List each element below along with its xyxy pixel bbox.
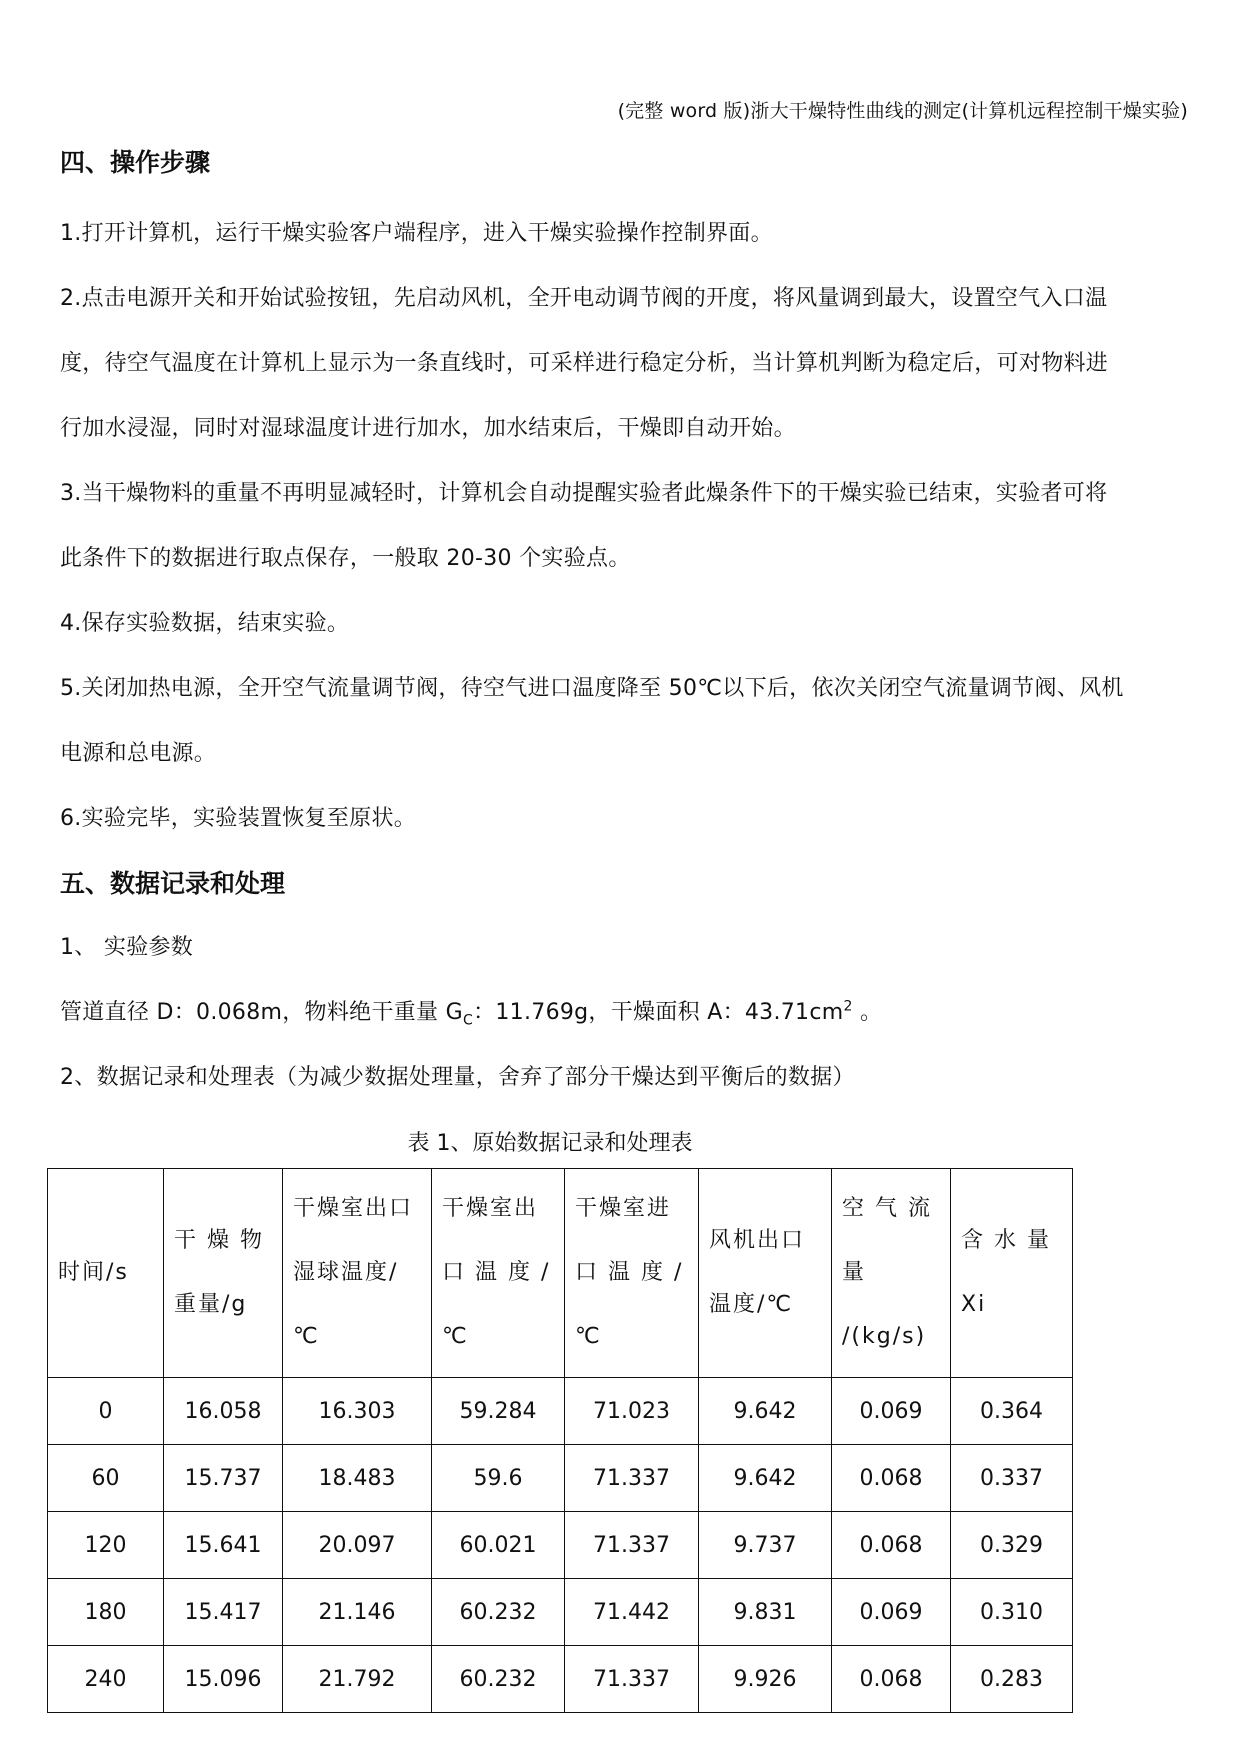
cell: 20.097 bbox=[283, 1512, 432, 1579]
header-wet-bulb: 干燥室出口 湿球温度/ ℃ bbox=[283, 1169, 432, 1378]
params-subscript: C bbox=[463, 1012, 474, 1029]
paragraph-line: 1.打开计算机，运行干燥实验客户端程序，进入干燥实验操作控制界面。 bbox=[60, 221, 773, 246]
cell: 21.792 bbox=[283, 1646, 432, 1713]
params-text-2: ：11.769g，干燥面积 A：43.71cm bbox=[473, 1000, 844, 1025]
cell: 0.364 bbox=[951, 1378, 1073, 1445]
cell: 21.146 bbox=[283, 1579, 432, 1646]
params-text-3: 。 bbox=[852, 1000, 883, 1025]
paragraph-line: 5.关闭加热电源，全开空气流量调节阀，待空气进口温度降至 50℃以下后，依次关闭空气流量调节阀、风机 bbox=[60, 676, 1124, 701]
cell: 0.068 bbox=[832, 1445, 951, 1512]
params-superscript: 2 bbox=[843, 998, 853, 1015]
cell: 9.642 bbox=[699, 1445, 832, 1512]
cell: 71.337 bbox=[565, 1646, 699, 1713]
data-table bbox=[47, 1168, 1073, 1713]
paragraph-line: 2.点击电源开关和开始试验按钮，先启动风机，全开电动调节阀的开度，将风量调到最大，设置空气入口温 bbox=[60, 286, 1108, 311]
table-row bbox=[48, 1646, 1073, 1713]
cell: 240 bbox=[48, 1646, 164, 1713]
cell: 9.642 bbox=[699, 1378, 832, 1445]
header-fan-temp: 风机出口 温度/℃ bbox=[699, 1169, 832, 1378]
header-time: 时间/s bbox=[48, 1169, 164, 1378]
running-header: (完整 word 版)浙大干燥特性曲线的测定(计算机远程控制干燥实验) bbox=[617, 100, 1188, 122]
cell: 71.442 bbox=[565, 1579, 699, 1646]
header-air-flow: 空 气 流 量 /(kg/s) bbox=[832, 1169, 951, 1378]
cell: 0.283 bbox=[951, 1646, 1073, 1713]
paragraph-line: 度，待空气温度在计算机上显示为一条直线时，可采样进行稳定分析，当计算机判断为稳定后，可对物料进 bbox=[60, 351, 1109, 376]
table-caption: 表 1、原始数据记录和处理表 bbox=[407, 1131, 693, 1156]
table-row bbox=[48, 1378, 1073, 1445]
cell: 71.337 bbox=[565, 1445, 699, 1512]
cell: 15.641 bbox=[164, 1512, 283, 1579]
cell: 0.069 bbox=[832, 1378, 951, 1445]
cell: 0.068 bbox=[832, 1646, 951, 1713]
params-text-1: 管道直径 D：0.068m，物料绝干重量 G bbox=[60, 1000, 463, 1025]
paragraph-line: 4.保存实验数据，结束实验。 bbox=[60, 611, 350, 636]
cell: 9.737 bbox=[699, 1512, 832, 1579]
cell: 0.069 bbox=[832, 1579, 951, 1646]
table-header-row bbox=[48, 1169, 1073, 1378]
cell: 60 bbox=[48, 1445, 164, 1512]
paragraph-line: 电源和总电源。 bbox=[60, 741, 217, 766]
table-row bbox=[48, 1445, 1073, 1512]
cell: 71.337 bbox=[565, 1512, 699, 1579]
cell: 59.284 bbox=[432, 1378, 565, 1445]
header-weight: 干 燥 物 重量/g bbox=[164, 1169, 283, 1378]
table-row bbox=[48, 1579, 1073, 1646]
header-inlet-temp: 干燥室进 口 温 度 / ℃ bbox=[565, 1169, 699, 1378]
cell: 16.303 bbox=[283, 1378, 432, 1445]
cell: 60.232 bbox=[432, 1646, 565, 1713]
cell: 0.068 bbox=[832, 1512, 951, 1579]
cell: 9.831 bbox=[699, 1579, 832, 1646]
cell: 15.096 bbox=[164, 1646, 283, 1713]
section-4-title: 四、操作步骤 bbox=[60, 148, 211, 177]
paragraph-line: 3.当干燥物料的重量不再明显减轻时，计算机会自动提醒实验者此燥条件下的干燥实验已结束，实验者可将 bbox=[60, 481, 1108, 506]
section-5-title: 五、数据记录和处理 bbox=[60, 869, 286, 898]
table-row bbox=[48, 1512, 1073, 1579]
cell: 15.417 bbox=[164, 1579, 283, 1646]
paragraph-line: 6.实验完毕，实验装置恢复至原状。 bbox=[60, 806, 417, 831]
cell: 9.926 bbox=[699, 1646, 832, 1713]
header-moisture: 含 水 量 Xi bbox=[951, 1169, 1073, 1378]
cell: 0.329 bbox=[951, 1512, 1073, 1579]
subsection-1-title: 1、 实验参数 bbox=[60, 935, 194, 960]
header-outlet-temp: 干燥室出 口 温 度 / ℃ bbox=[432, 1169, 565, 1378]
cell: 59.6 bbox=[432, 1445, 565, 1512]
cell: 0.337 bbox=[951, 1445, 1073, 1512]
cell: 120 bbox=[48, 1512, 164, 1579]
paragraph-line: 行加水浸湿，同时对湿球温度计进行加水，加水结束后，干燥即自动开始。 bbox=[60, 416, 796, 441]
cell: 60.232 bbox=[432, 1579, 565, 1646]
paragraph-line: 此条件下的数据进行取点保存，一般取 20-30 个实验点。 bbox=[60, 546, 631, 571]
cell: 71.023 bbox=[565, 1378, 699, 1445]
cell: 0 bbox=[48, 1378, 164, 1445]
experiment-parameters bbox=[60, 995, 882, 1028]
cell: 15.737 bbox=[164, 1445, 283, 1512]
cell: 180 bbox=[48, 1579, 164, 1646]
subsection-2-title: 2、数据记录和处理表（为减少数据处理量，舍弃了部分干燥达到平衡后的数据） bbox=[60, 1065, 855, 1090]
cell: 18.483 bbox=[283, 1445, 432, 1512]
cell: 16.058 bbox=[164, 1378, 283, 1445]
cell: 60.021 bbox=[432, 1512, 565, 1579]
cell: 0.310 bbox=[951, 1579, 1073, 1646]
